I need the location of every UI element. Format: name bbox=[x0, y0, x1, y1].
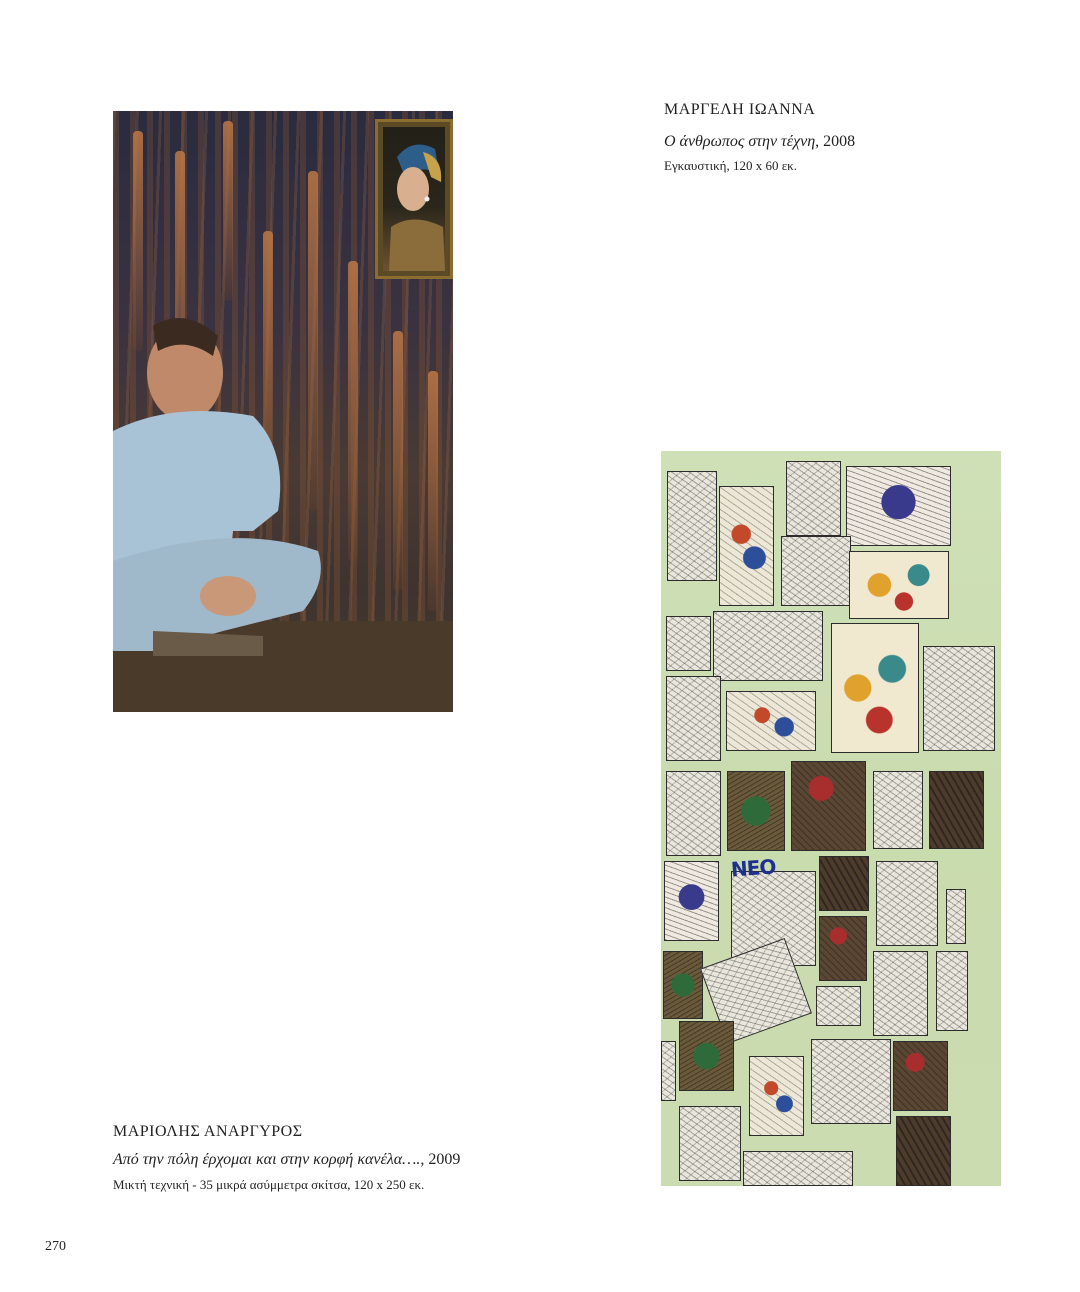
artist-name: ΜΑΡΓΕΛΗ ΙΩΑΝΝΑ bbox=[664, 101, 816, 118]
artwork-year: , 2008 bbox=[815, 133, 856, 150]
sketch bbox=[667, 471, 717, 581]
painting-sketch-wall bbox=[661, 451, 1001, 1186]
sketch bbox=[666, 616, 711, 671]
sketch bbox=[819, 856, 869, 911]
artwork-medium: Μικτή τεχνική - 35 μικρά ασύμμετρα σκίτσα, 120 x 250 εκ. bbox=[113, 1177, 425, 1192]
sketch bbox=[679, 1021, 734, 1091]
sketch bbox=[719, 486, 774, 606]
artwork-year: , 2009 bbox=[420, 1151, 461, 1168]
sketch bbox=[713, 611, 823, 681]
artwork-medium: Εγκαυστική, 120 x 60 εκ. bbox=[664, 158, 797, 173]
painting-man-in-art bbox=[113, 111, 453, 712]
sketch bbox=[816, 986, 861, 1026]
sketch bbox=[923, 646, 995, 751]
sketch bbox=[873, 771, 923, 849]
vermeer-inset-frame bbox=[375, 119, 453, 279]
sketch bbox=[679, 1106, 741, 1181]
sketch bbox=[846, 466, 951, 546]
sketch bbox=[929, 771, 984, 849]
artwork-title-line bbox=[113, 1152, 460, 1168]
sketch bbox=[661, 1041, 676, 1101]
sketch bbox=[819, 916, 867, 981]
sketch-sign-text: ΝΕΟ bbox=[730, 854, 777, 882]
artwork-title: Από την πόλη έρχομαι και στην κορφή κανέλα…. bbox=[113, 1151, 421, 1168]
sketch bbox=[811, 1039, 891, 1124]
sketch bbox=[831, 623, 919, 753]
girl-with-pearl-earring-image bbox=[383, 127, 445, 271]
sketch bbox=[743, 1151, 853, 1186]
artist-name: ΜΑΡΙΟΛΗΣ ΑΝΑΡΓΥΡΟΣ bbox=[113, 1123, 303, 1140]
sketch bbox=[893, 1041, 948, 1111]
sketch bbox=[936, 951, 968, 1031]
sketch bbox=[849, 551, 949, 619]
artwork-title: Ο άνθρωπος στην τέχνη bbox=[664, 133, 816, 150]
sketch bbox=[727, 771, 785, 851]
sketch bbox=[781, 536, 851, 606]
sketch bbox=[664, 861, 719, 941]
artwork-title-line bbox=[664, 134, 855, 150]
sketch bbox=[873, 951, 928, 1036]
sketch bbox=[666, 771, 721, 856]
sketch bbox=[791, 761, 866, 851]
sketch bbox=[786, 461, 841, 536]
sketch bbox=[896, 1116, 951, 1186]
sketch bbox=[749, 1056, 804, 1136]
sketch bbox=[876, 861, 938, 946]
sketch bbox=[663, 951, 703, 1019]
sketch bbox=[666, 676, 721, 761]
sketch bbox=[946, 889, 966, 944]
page-number: 270 bbox=[45, 1239, 66, 1254]
sketch bbox=[726, 691, 816, 751]
